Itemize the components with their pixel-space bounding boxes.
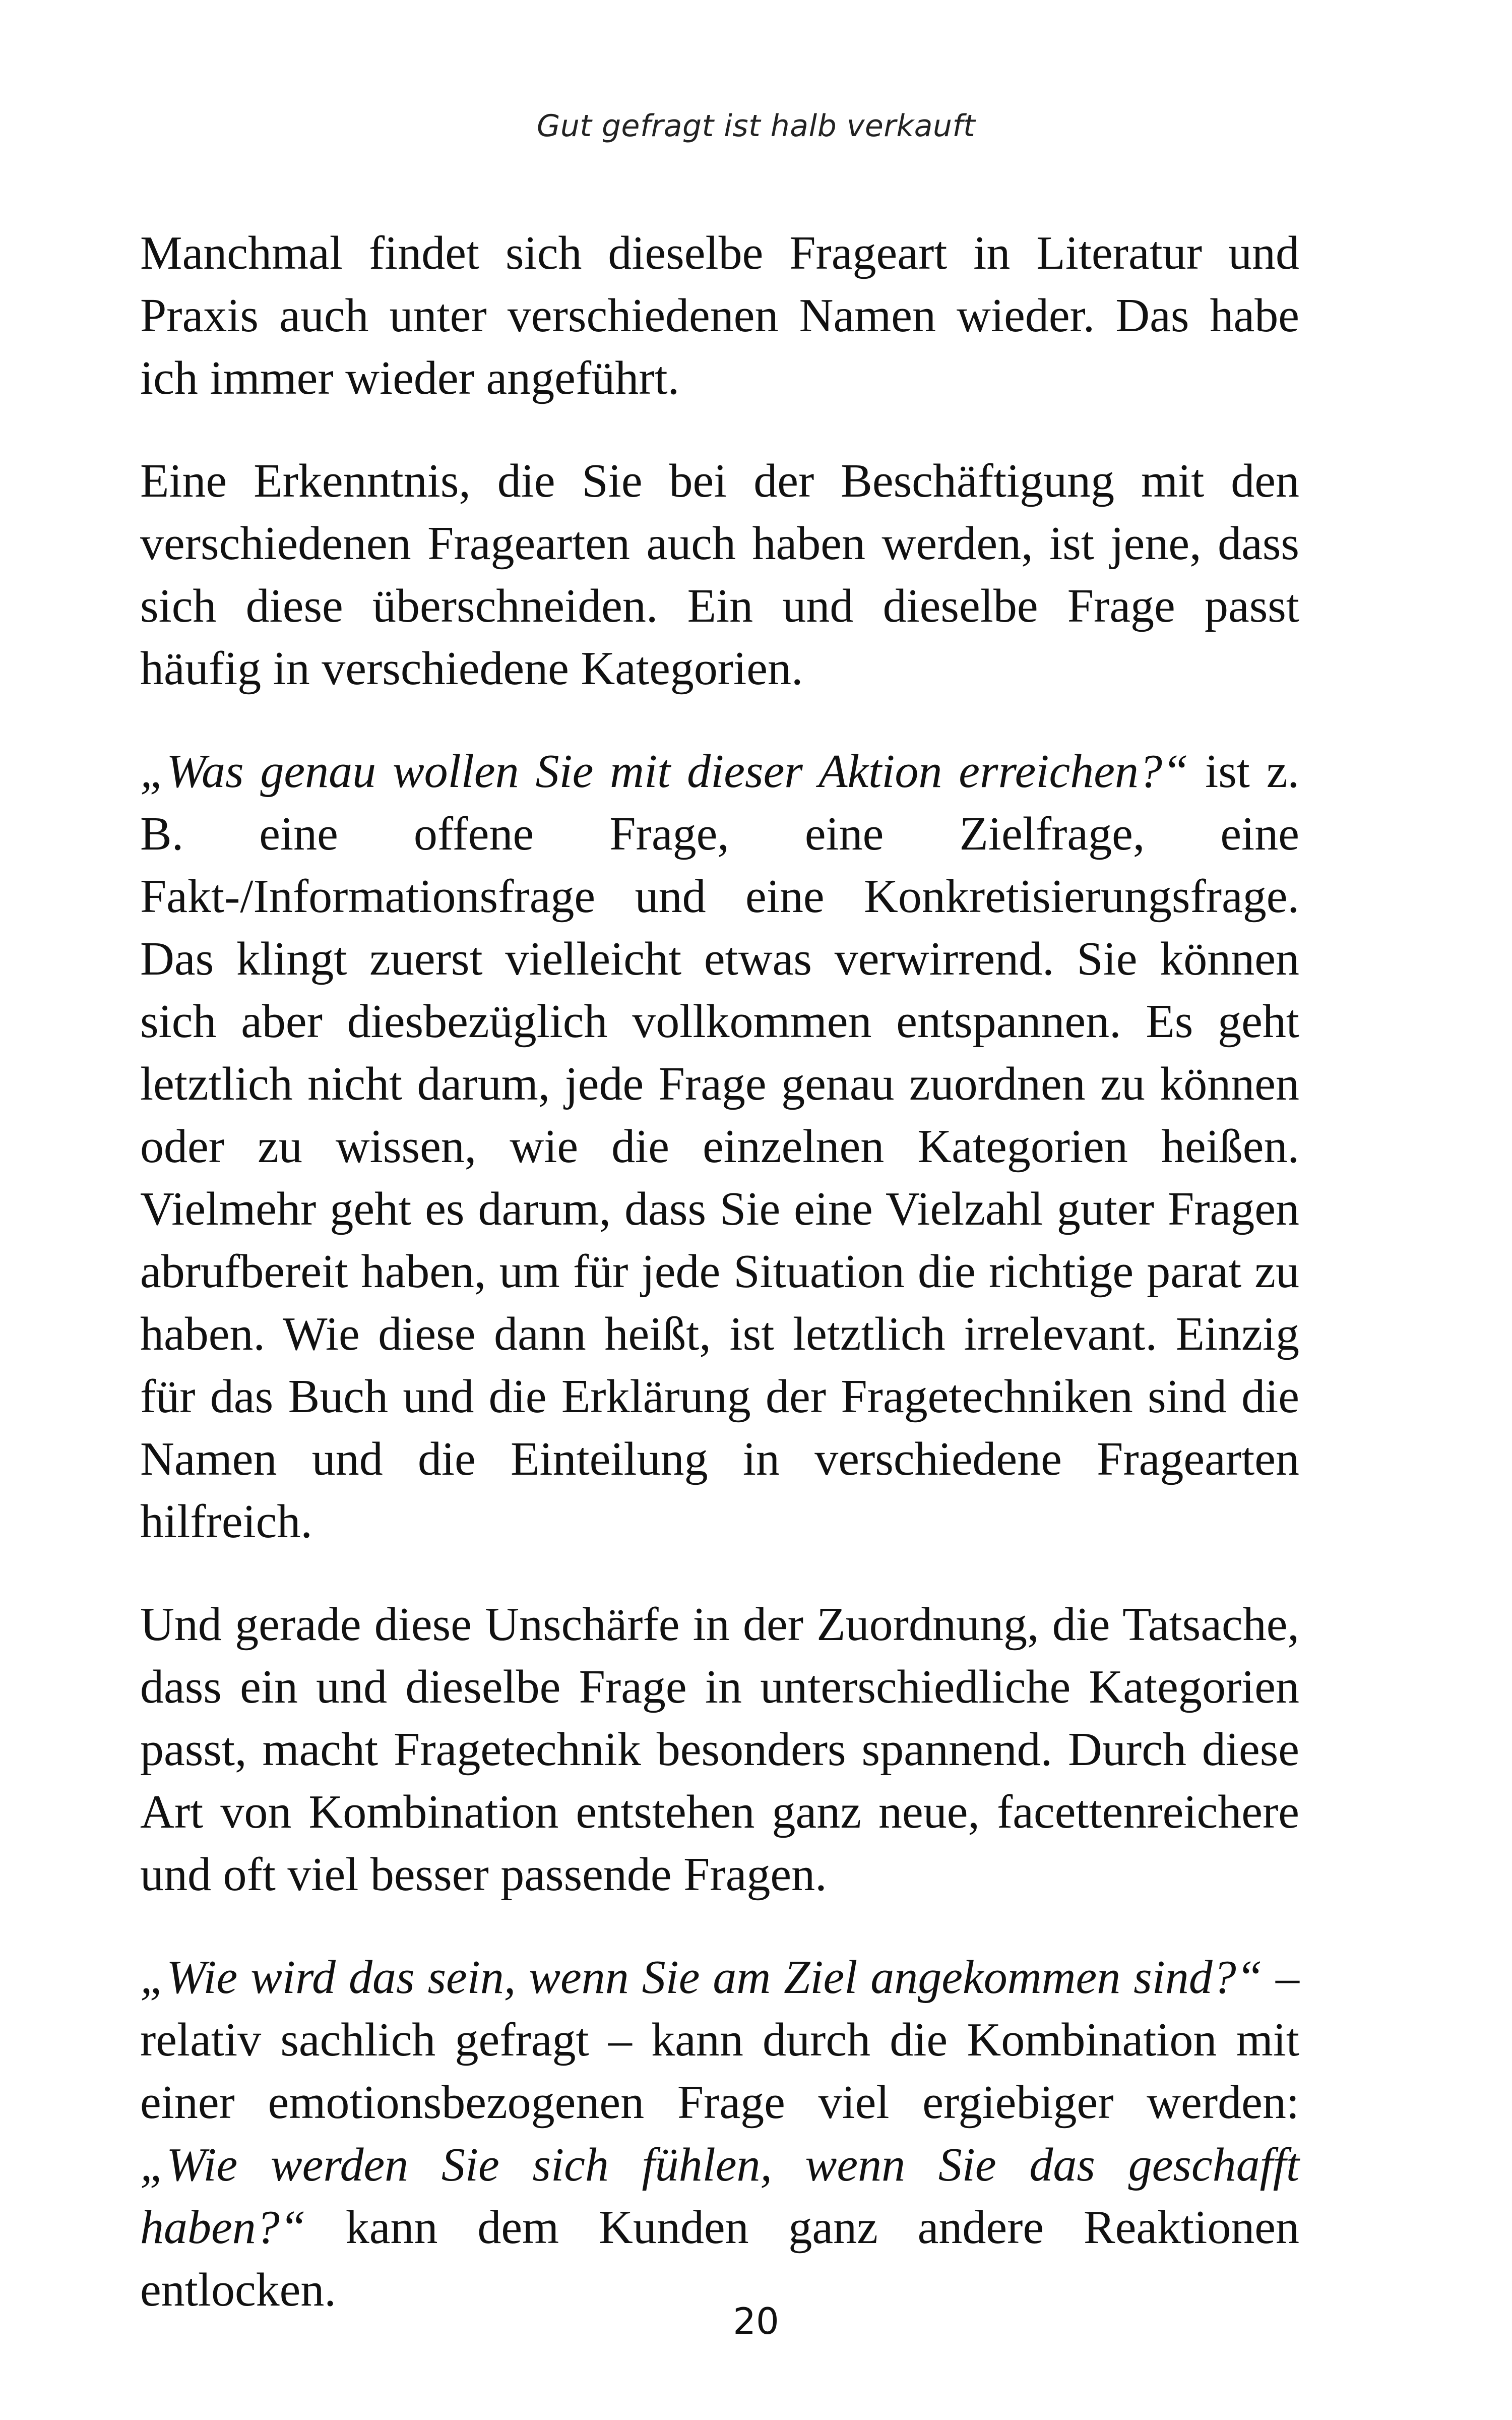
example-question-3: „Wie werden Sie sich fühlen, wenn Sie das geschafft haben?“ [140, 2139, 1299, 2254]
paragraph-5-end: kann dem Kunden ganz andere Reaktionen entlocken. [140, 2201, 1299, 2316]
paragraph-1: Manchmal findet sich dieselbe Frageart in Literatur und Praxis auch unter verschiedenen Namen wieder. Das habe ich immer wieder angeführt. [140, 227, 1299, 404]
paragraph-3-text: ist z. B. eine offene Frage, eine Zielfrage, eine Fakt-/Informationsfrage und eine Konkretisierungsfrage. Das klingt zuerst vielleicht etwas verwirrend. Sie können sich aber diesbezüglich vollkommen entspannen. Es geht letztlich nicht darum, jede Frage genau zuordnen zu können oder zu wissen, wie die einzelnen Kategorien heißen. Vielmehr geht es darum, dass Sie eine Vielzahl guter Fragen abrufbereit haben, um für jede Situation die richtige parat zu haben. Wie diese dann heißt, ist letztlich irrelevant. Einzig für das Buch und die Erklärung der Fragetechniken sind die Namen und die Einteilung in verschiedene Fragearten hilfreich. [140, 745, 1299, 1548]
paragraph-4: Und gerade diese Unschärfe in der Zuordnung, die Tatsache, dass ein und dieselbe Frage in unterschiedliche Kategorien passt, macht Fragetechnik besonders spannend. Durch diese Art von Kombination entstehen ganz neue, facettenreichere und oft viel besser passende Fragen. [140, 1598, 1299, 1901]
example-question-2: „Wie wird das sein, wenn Sie am Ziel angekommen sind?“ [140, 1951, 1263, 2004]
body-text [140, 222, 1299, 2321]
paragraph-5-middle: – relativ sachlich gefragt – kann durch die Kombination mit einer emotionsbezogenen Frage viel ergiebiger werden: [140, 1951, 1300, 2129]
example-question-1: „Was genau wollen Sie mit dieser Aktion erreichen?“ [140, 745, 1189, 798]
paragraph-5 [140, 1946, 1299, 2321]
page-number: 20 [733, 2300, 779, 2342]
paragraph-2: Eine Erkenntnis, die Sie bei der Beschäftigung mit den verschiedenen Fragearten auch haben werden, ist jene, dass sich diese überschneiden. Ein und dieselbe Frage passt häufig in verschiedene Kategorien. [140, 455, 1299, 695]
paragraph-3 [140, 740, 1299, 1553]
running-header: Gut gefragt ist halb verkauft [536, 108, 976, 144]
